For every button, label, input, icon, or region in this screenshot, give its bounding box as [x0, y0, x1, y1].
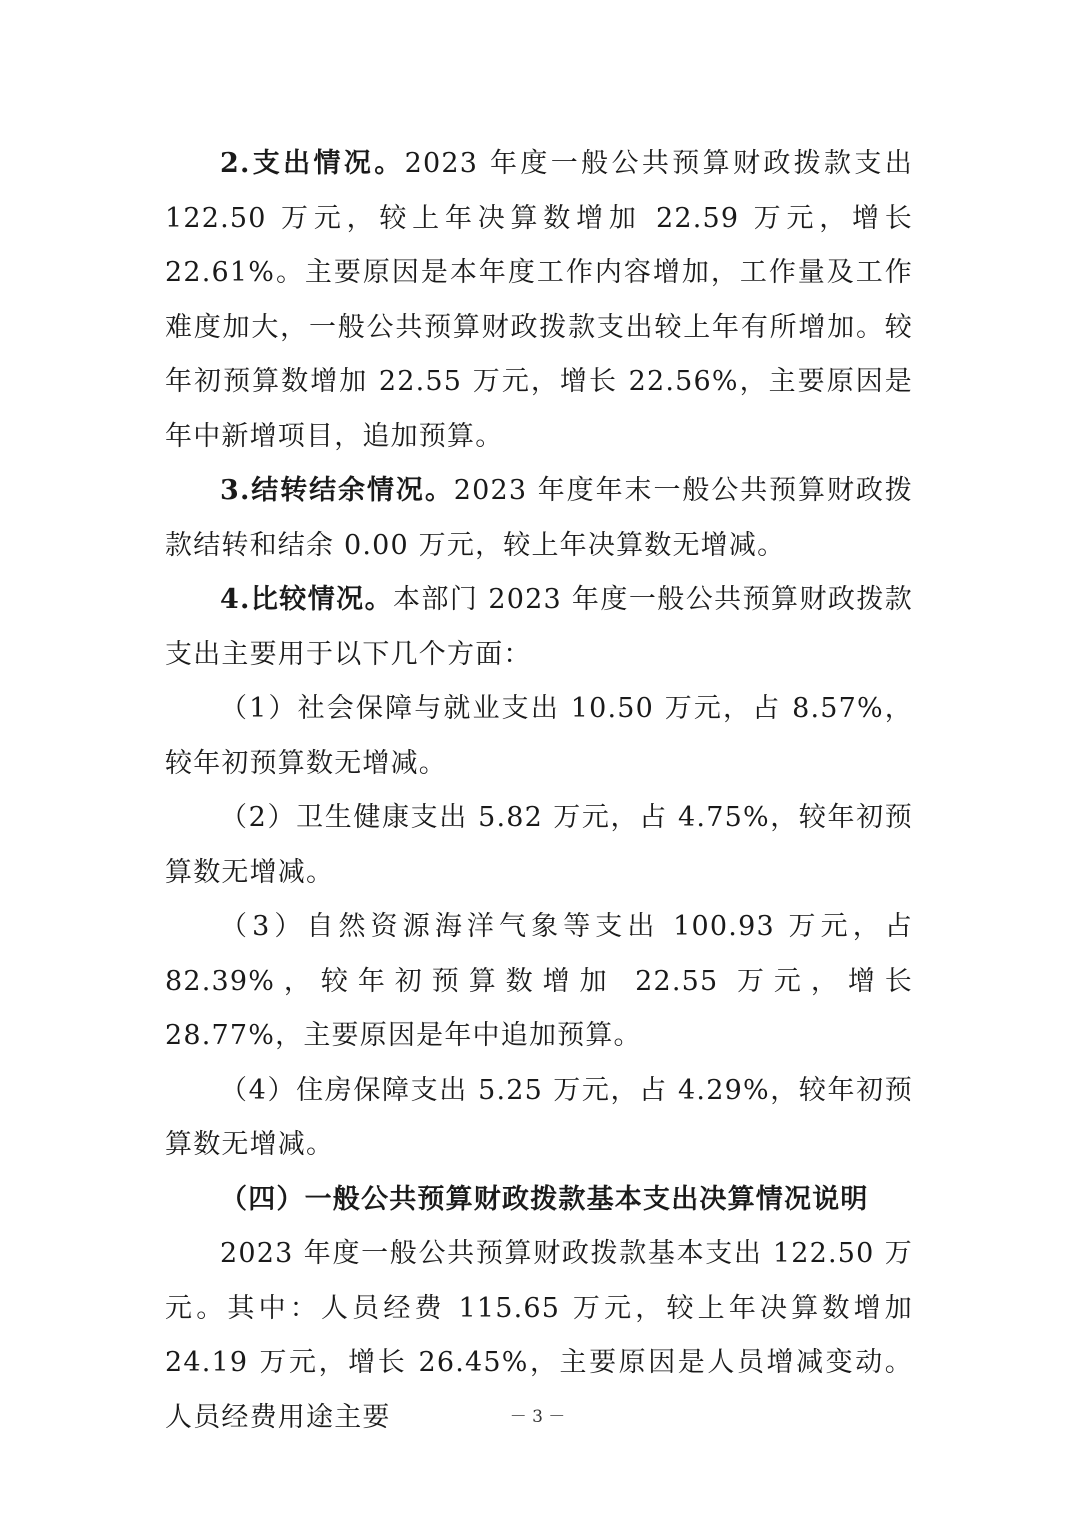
paragraph-expenditure: [165, 137, 913, 464]
paragraph-text: 2023 年度一般公共预算财政拨款支出 122.50 万元，较上年决算数增加 22.59 万元，增长 22.61%。主要原因是本年度工作内容增加，工作量及工作难度加大，一般公共预算财政拨款支出较上年有所增加。较年初预算数增加 22.55 万元，增长 22.56%，主要原因是年中新增项目，追加预算。: [165, 148, 913, 452]
paragraph-comparison: [165, 573, 913, 682]
paragraph-lead: 4.比较情况。: [220, 584, 394, 615]
page-number: － 3 －: [509, 1407, 566, 1427]
paragraph-lead: 3.结转结余情况。: [220, 475, 454, 506]
section-heading: （四）一般公共预算财政拨款基本支出决算情况说明: [220, 1183, 869, 1215]
document-body: [165, 137, 913, 1445]
paragraph-basic-expenditure: 2023 年度一般公共预算财政拨款基本支出 122.50 万元。其中：人员经费 115.65 万元，较上年决算数增加 24.19 万元，增长 26.45%，主要原因是人员增减变动。人员经费用途主要: [165, 1238, 913, 1433]
list-item-housing: （4）住房保障支出 5.25 万元，占 4.29%，较年初预算数无增减。: [165, 1074, 913, 1160]
paragraph-text: 2023 年度年末一般公共预算财政拨款结转和结余 0.00 万元，较上年决算数无增减。: [165, 475, 913, 561]
list-item-social-security: （1）社会保障与就业支出 10.50 万元，占 8.57%，较年初预算数无增减。: [165, 693, 913, 779]
list-item-health: （2）卫生健康支出 5.82 万元，占 4.75%，较年初预算数无增减。: [165, 802, 913, 888]
list-item-natural-resources: （3）自然资源海洋气象等支出 100.93 万元，占 82.39%，较年初预算数增加 22.55 万元，增长 28.77%，主要原因是年中追加预算。: [165, 911, 913, 1051]
paragraph-text: 本部门 2023 年度一般公共预算财政拨款支出主要用于以下几个方面：: [165, 584, 913, 670]
paragraph-carryover: [165, 464, 913, 573]
paragraph-lead: 2.支出情况。: [220, 148, 405, 179]
